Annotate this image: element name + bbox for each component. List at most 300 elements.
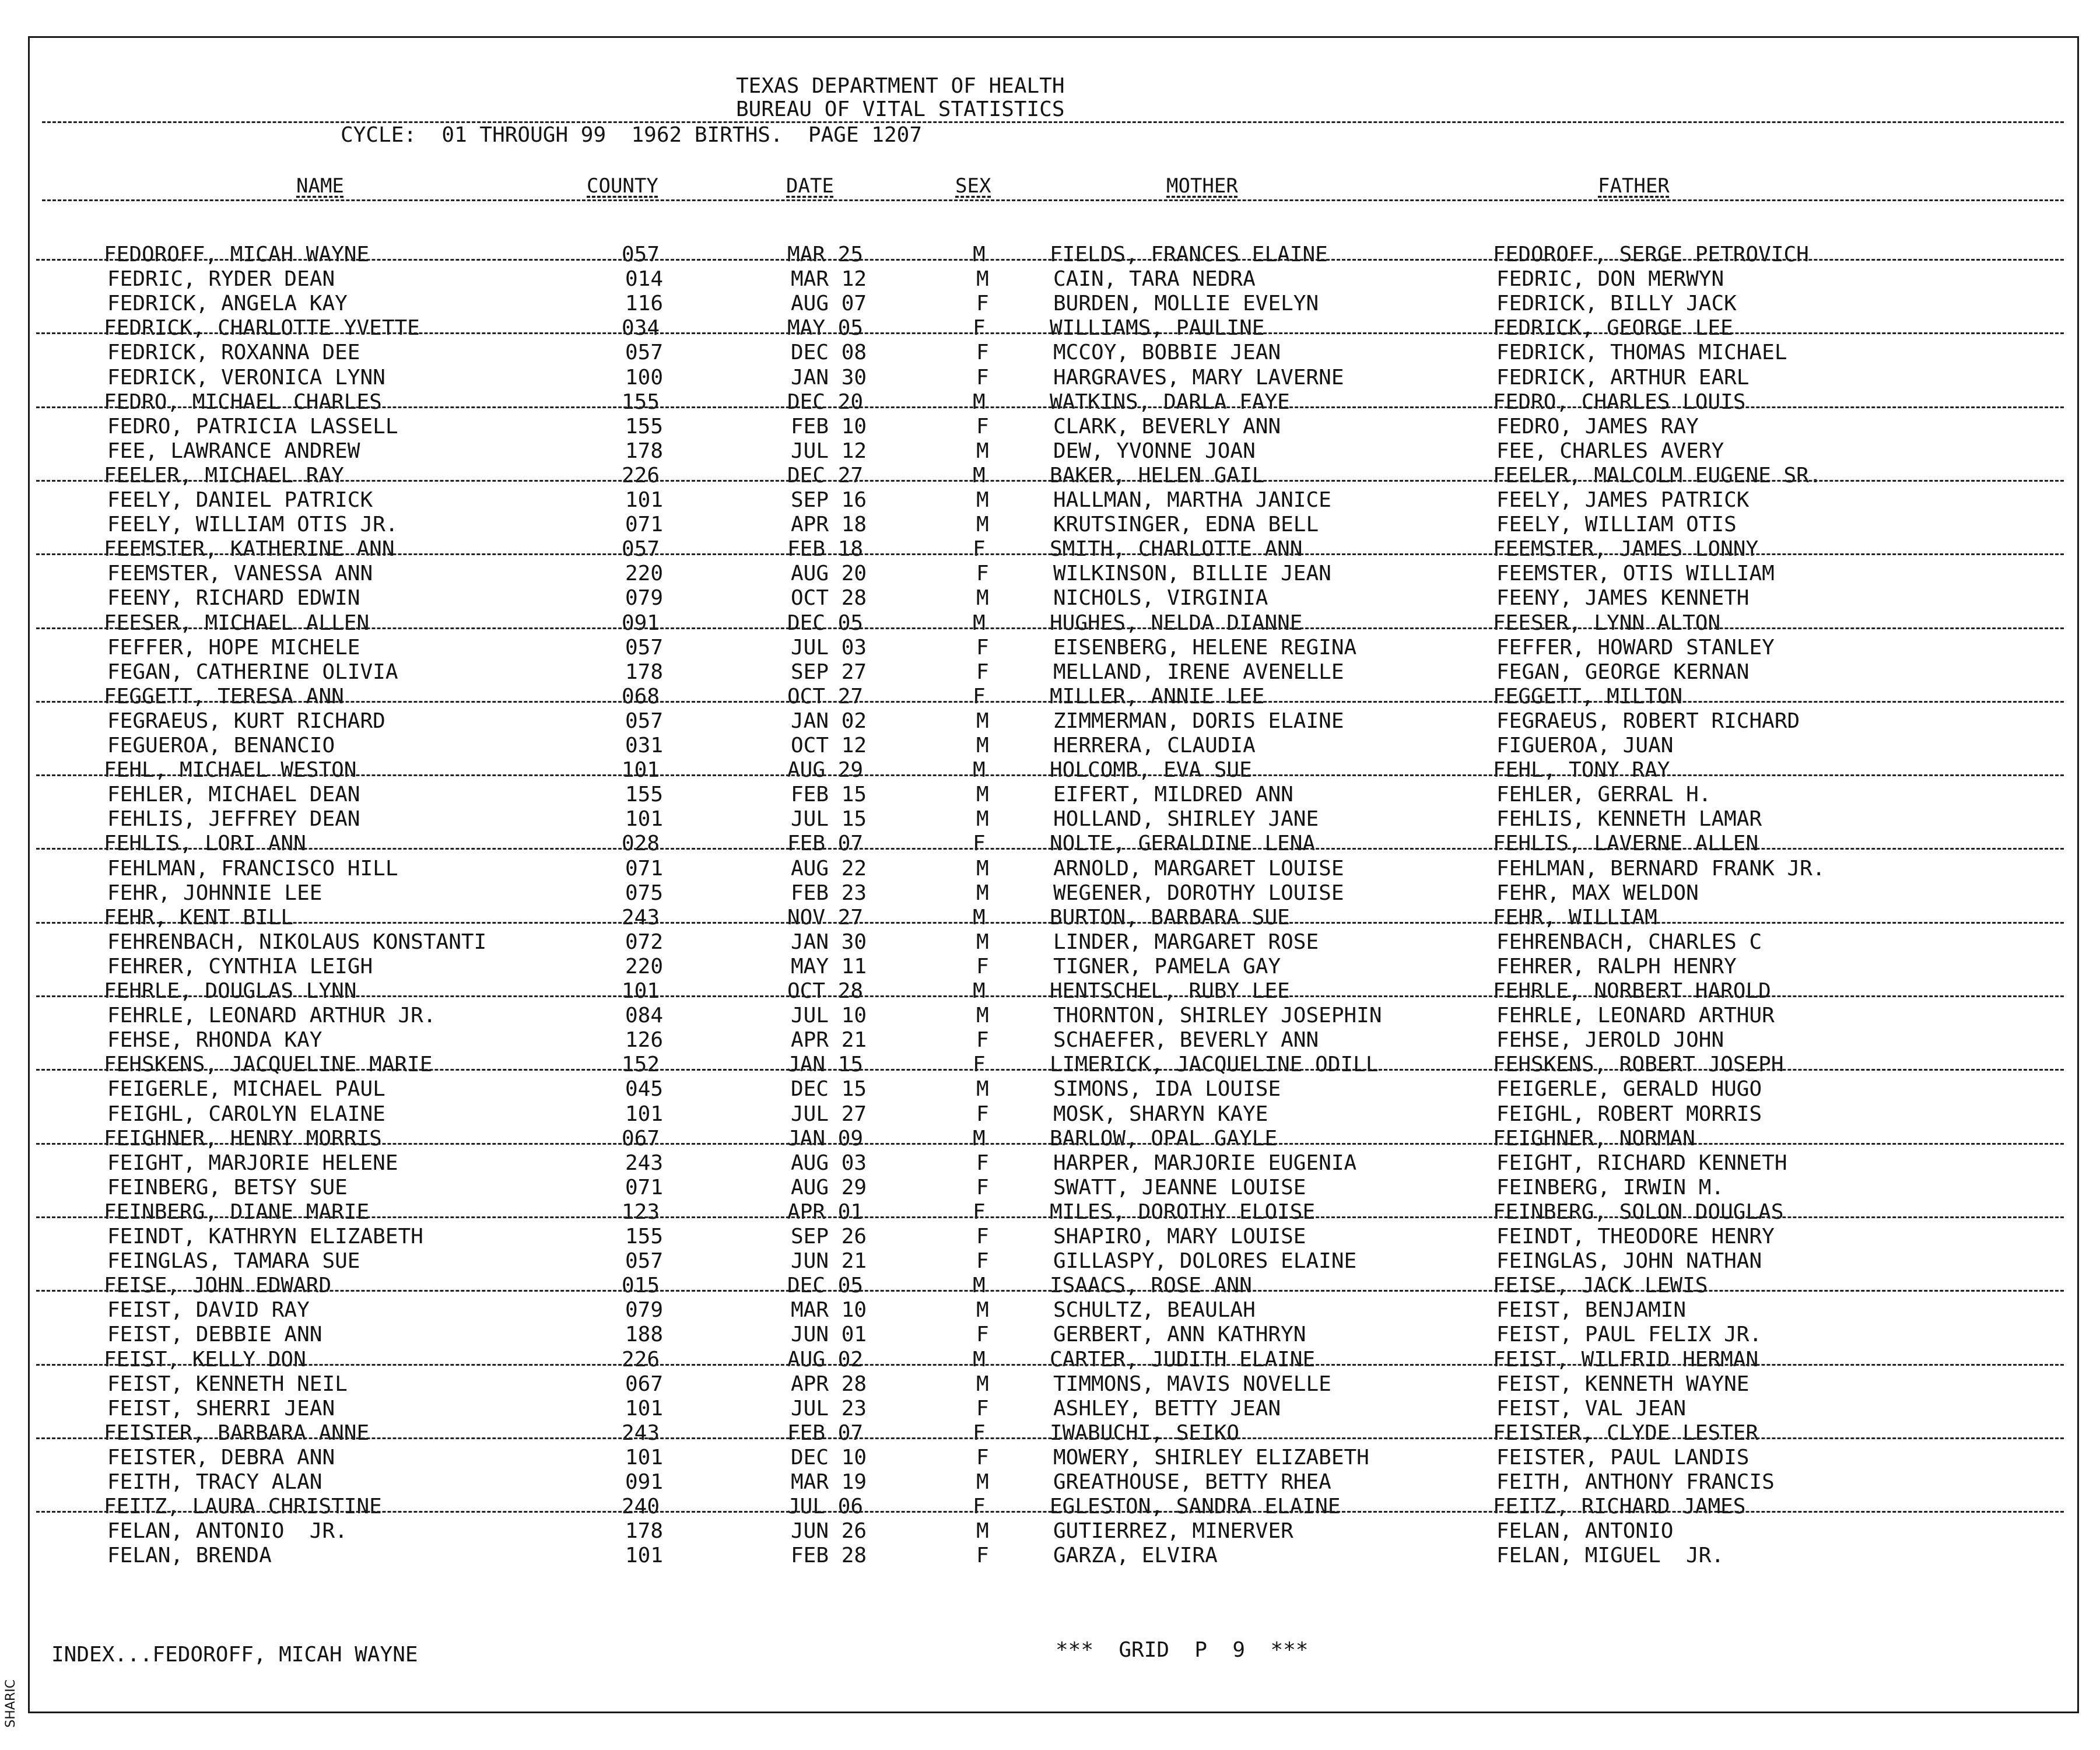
cell-county: 240	[622, 1495, 660, 1519]
cell-sex: F	[976, 1028, 989, 1053]
cell-name: FEIST, DAVID RAY	[107, 1298, 310, 1323]
cell-sex: M	[976, 734, 989, 757]
cell-mother: DEW, YVONNE JOAN	[1053, 439, 1256, 463]
cell-county: 014	[625, 267, 664, 292]
cell-name: FEHR, KENT BILL	[104, 905, 294, 930]
cell-mother: ASHLEY, BETTY JEAN	[1053, 1396, 1281, 1421]
cell-father: FEISTER, PAUL LANDIS	[1496, 1445, 1750, 1470]
cell-date: JUL 27	[791, 1102, 867, 1126]
cell-county: 057	[625, 1249, 664, 1274]
cell-father: FEIGERLE, GERALD HUGO	[1496, 1077, 1762, 1102]
cell-date: DEC 10	[791, 1445, 867, 1470]
cell-county: 155	[625, 783, 664, 807]
cell-sex: M	[976, 513, 989, 537]
cell-father: FEHRLE, LEONARD ARTHUR	[1496, 1004, 1775, 1028]
cell-name: FEELER, MICHAEL RAY	[104, 463, 344, 488]
cell-sex: M	[976, 1077, 989, 1102]
cell-date: MAR 19	[791, 1470, 867, 1494]
cell-mother: SWATT, JEANNE LOUISE	[1053, 1175, 1306, 1200]
cell-date: OCT 27	[787, 684, 864, 709]
cell-name: FEDOROFF, MICAH WAYNE	[104, 243, 370, 266]
cell-sex: M	[976, 709, 989, 733]
cell-sex: F	[976, 1396, 989, 1421]
cell-father: FEHLIS, KENNETH LAMAR	[1496, 807, 1762, 832]
cell-mother: GARZA, ELVIRA	[1053, 1544, 1218, 1568]
index-footer: INDEX...FEDOROFF, MICAH WAYNE	[51, 1643, 418, 1667]
cell-county: 057	[625, 635, 664, 660]
cell-mother: FIELDS, FRANCES ELAINE	[1050, 243, 1328, 266]
cell-father: FEHRENBACH, CHARLES C	[1496, 930, 1762, 954]
cell-sex: M	[973, 243, 986, 266]
cell-date: APR 18	[791, 513, 867, 537]
cell-date: FEB 18	[787, 537, 864, 562]
cell-father: FEHLIS, LAVERNE ALLEN	[1493, 832, 1759, 856]
cell-sex: M	[976, 856, 989, 881]
cell-name: FEHLIS, LORI ANN	[104, 832, 306, 856]
cell-date: JUL 06	[787, 1495, 864, 1519]
cell-county: 101	[622, 979, 660, 1003]
cell-father: FEINDT, THEODORE HENRY	[1496, 1225, 1775, 1249]
cell-county: 178	[625, 660, 664, 684]
cell-father: FEDRO, JAMES RAY	[1496, 414, 1699, 439]
cell-name: FEGRAEUS, KURT RICHARD	[107, 709, 385, 733]
cell-date: JUL 12	[791, 439, 867, 463]
cell-father: FEHSKENS, ROBERT JOSEPH	[1493, 1053, 1784, 1077]
cell-name: FEIST, KENNETH NEIL	[107, 1372, 348, 1396]
cell-county: 152	[622, 1053, 660, 1077]
cell-date: AUG 07	[791, 292, 867, 316]
col-mother	[1166, 175, 1238, 197]
cell-mother: LIMERICK, JACQUELINE ODILL	[1050, 1053, 1379, 1077]
cell-date: FEB 15	[791, 783, 867, 807]
cell-county: 079	[625, 1298, 664, 1323]
cell-mother: WILKINSON, BILLIE JEAN	[1053, 562, 1331, 586]
cell-mother: IWABUCHI, SEIKO	[1050, 1421, 1240, 1445]
cell-father: FEIGHL, ROBERT MORRIS	[1496, 1102, 1762, 1126]
cell-mother: SIMONS, IDA LOUISE	[1053, 1077, 1281, 1102]
cell-date: JAN 02	[791, 709, 867, 733]
cell-date: JAN 15	[787, 1053, 864, 1077]
cell-mother: CLARK, BEVERLY ANN	[1053, 414, 1281, 439]
cell-name: FEIST, DEBBIE ANN	[107, 1323, 322, 1347]
cell-county: 031	[625, 734, 664, 757]
col-mother-label: MOTHER	[1166, 174, 1238, 198]
cell-county: 101	[625, 488, 664, 512]
cell-date: DEC 27	[787, 463, 864, 488]
cell-sex: M	[973, 905, 986, 930]
cell-sex: F	[976, 341, 989, 365]
cell-date: FEB 23	[791, 881, 867, 905]
cell-father: FEHR, WILLIAM	[1493, 905, 1657, 930]
col-name-label: NAME	[296, 174, 344, 198]
cell-father: FEIGHNER, NORMAN	[1493, 1126, 1695, 1151]
cell-name: FELAN, ANTONIO JR.	[107, 1519, 348, 1544]
cell-father: FEHSE, JEROLD JOHN	[1496, 1028, 1724, 1053]
cell-father: FEHLMAN, BERNARD FRANK JR.	[1496, 856, 1825, 881]
cell-sex: M	[976, 1470, 989, 1494]
cell-name: FEDRIC, RYDER DEAN	[107, 267, 335, 292]
cell-father: FEEMSTER, OTIS WILLIAM	[1496, 562, 1775, 586]
cell-father: FEENY, JAMES KENNETH	[1496, 586, 1750, 611]
cell-mother: NOLTE, GERALDINE LENA	[1050, 832, 1316, 856]
cell-date: DEC 15	[791, 1077, 867, 1102]
cell-county: 091	[622, 611, 660, 635]
cell-father: FEELY, JAMES PATRICK	[1496, 488, 1750, 512]
col-date	[786, 175, 834, 197]
cell-mother: GERBERT, ANN KATHRYN	[1053, 1323, 1306, 1347]
cell-sex: F	[976, 660, 989, 684]
cell-name: FEEMSTER, KATHERINE ANN	[104, 537, 395, 562]
cell-date: AUG 03	[791, 1151, 867, 1175]
cell-father: FEINGLAS, JOHN NATHAN	[1496, 1249, 1762, 1274]
cell-father: FEITZ, RICHARD JAMES	[1493, 1495, 1746, 1519]
cell-name: FEIST, KELLY DON	[104, 1347, 306, 1372]
cell-name: FEHL, MICHAEL WESTON	[104, 758, 357, 783]
cell-mother: CAIN, TARA NEDRA	[1053, 267, 1256, 292]
grid-footer: *** GRID P 9 ***	[1056, 1638, 1309, 1662]
cell-county: 045	[625, 1077, 664, 1102]
col-date-label: DATE	[786, 174, 834, 198]
cell-mother: SCHULTZ, BEAULAH	[1053, 1298, 1256, 1323]
cell-sex: M	[976, 439, 989, 463]
cell-county: 034	[622, 316, 660, 341]
cell-mother: BURDEN, MOLLIE EVELYN	[1053, 292, 1319, 316]
cell-date: OCT 28	[791, 586, 867, 611]
cell-mother: TIMMONS, MAVIS NOVELLE	[1053, 1372, 1331, 1396]
cell-date: OCT 12	[791, 734, 867, 757]
cell-name: FEDRO, MICHAEL CHARLES	[104, 390, 382, 414]
cycle-line: CYCLE: 01 THROUGH 99 1962 BIRTHS. PAGE 1207	[341, 123, 922, 147]
cell-father: FEEMSTER, JAMES LONNY	[1493, 537, 1759, 562]
cell-date: APR 01	[787, 1200, 864, 1224]
cell-mother: ZIMMERMAN, DORIS ELAINE	[1053, 709, 1344, 733]
cell-sex: M	[976, 930, 989, 954]
cell-county: 057	[625, 341, 664, 365]
cell-mother: WEGENER, DOROTHY LOUISE	[1053, 881, 1344, 905]
cell-father: FEITH, ANTHONY FRANCIS	[1496, 1470, 1775, 1494]
cell-name: FEHSKENS, JACQUELINE MARIE	[104, 1053, 433, 1077]
cell-date: NOV 27	[787, 905, 864, 930]
cell-mother: CARTER, JUDITH ELAINE	[1050, 1347, 1316, 1372]
cell-county: 188	[625, 1323, 664, 1347]
cell-name: FEIGHT, MARJORIE HELENE	[107, 1151, 398, 1175]
cell-date: JUN 21	[791, 1249, 867, 1274]
cell-date: JUL 15	[791, 807, 867, 832]
cell-mother: SHAPIRO, MARY LOUISE	[1053, 1225, 1306, 1249]
cell-name: FEIGHL, CAROLYN ELAINE	[107, 1102, 385, 1126]
cell-mother: HARGRAVES, MARY LAVERNE	[1053, 365, 1344, 390]
cell-name: FEIST, SHERRI JEAN	[107, 1396, 335, 1421]
cell-date: APR 28	[791, 1372, 867, 1396]
cell-mother: HENTSCHEL, RUBY LEE	[1050, 979, 1290, 1003]
cell-mother: GILLASPY, DOLORES ELAINE	[1053, 1249, 1357, 1274]
cell-name: FEEMSTER, VANESSA ANN	[107, 562, 373, 586]
cell-date: JUL 23	[791, 1396, 867, 1421]
cell-sex: M	[973, 1274, 986, 1298]
cell-county: 057	[625, 709, 664, 733]
cell-sex: F	[976, 365, 989, 390]
cell-date: AUG 02	[787, 1347, 864, 1372]
col-father-label: FATHER	[1598, 174, 1670, 198]
cell-sex: F	[976, 1544, 989, 1568]
cell-sex: F	[973, 1053, 986, 1077]
cell-county: 220	[625, 562, 664, 586]
cell-father: FEGGETT, MILTON	[1493, 684, 1683, 709]
col-father	[1598, 175, 1670, 197]
cell-name: FEINGLAS, TAMARA SUE	[107, 1249, 360, 1274]
cell-sex: M	[976, 783, 989, 807]
cell-sex: M	[976, 1519, 989, 1544]
cell-sex: M	[976, 1004, 989, 1028]
cell-name: FEHRLE, DOUGLAS LYNN	[104, 979, 357, 1003]
cell-name: FEINBERG, BETSY SUE	[107, 1175, 348, 1200]
cell-mother: MOWERY, SHIRLEY ELIZABETH	[1053, 1445, 1369, 1470]
cell-sex: M	[976, 1298, 989, 1323]
cell-county: 057	[622, 243, 660, 266]
cell-mother: HERRERA, CLAUDIA	[1053, 734, 1256, 757]
cell-sex: F	[976, 1102, 989, 1126]
cell-county: 015	[622, 1274, 660, 1298]
cell-sex: M	[976, 267, 989, 292]
cell-mother: EISENBERG, HELENE REGINA	[1053, 635, 1357, 660]
cell-father: FEISE, JACK LEWIS	[1493, 1274, 1708, 1298]
cell-father: FEGAN, GEORGE KERNAN	[1496, 660, 1750, 684]
cell-sex: F	[973, 1495, 986, 1519]
cell-county: 155	[625, 1225, 664, 1249]
cell-county: 243	[625, 1151, 664, 1175]
cell-sex: M	[973, 1347, 986, 1372]
cell-mother: LINDER, MARGARET ROSE	[1053, 930, 1319, 954]
cell-county: 220	[625, 954, 664, 979]
side-label: SHARIC	[3, 1679, 18, 1728]
cell-county: 101	[625, 1396, 664, 1421]
cell-sex: F	[973, 832, 986, 856]
cell-sex: F	[976, 1225, 989, 1249]
cell-name: FEHRLE, LEONARD ARTHUR JR.	[107, 1004, 436, 1028]
cell-name: FELAN, BRENDA	[107, 1544, 272, 1568]
cell-date: FEB 28	[791, 1544, 867, 1568]
cell-county: 091	[625, 1470, 664, 1494]
cell-mother: MILES, DOROTHY ELOISE	[1050, 1200, 1316, 1224]
cell-county: 028	[622, 832, 660, 856]
cell-mother: MELLAND, IRENE AVENELLE	[1053, 660, 1344, 684]
col-county	[587, 175, 658, 197]
cell-father: FEIST, VAL JEAN	[1496, 1396, 1687, 1421]
cell-father: FEHLER, GERRAL H.	[1496, 783, 1712, 807]
cell-name: FEHSE, RHONDA KAY	[107, 1028, 322, 1053]
cell-name: FEINBERG, DIANE MARIE	[104, 1200, 370, 1224]
cell-name: FEHLMAN, FRANCISCO HILL	[107, 856, 398, 881]
cell-father: FEHRER, RALPH HENRY	[1496, 954, 1737, 979]
cell-mother: WATKINS, DARLA FAYE	[1050, 390, 1290, 414]
cell-date: JAN 09	[787, 1126, 864, 1151]
cell-date: MAY 05	[787, 316, 864, 341]
cell-father: FEDRO, CHARLES LOUIS	[1493, 390, 1746, 414]
cell-sex: M	[976, 586, 989, 611]
cell-date: DEC 20	[787, 390, 864, 414]
cell-sex: F	[973, 1421, 986, 1445]
cell-county: 101	[625, 1544, 664, 1568]
cell-father: FEHR, MAX WELDON	[1496, 881, 1699, 905]
cell-date: MAR 25	[787, 243, 864, 266]
cell-date: AUG 20	[791, 562, 867, 586]
cell-name: FEITZ, LAURA CHRISTINE	[104, 1495, 382, 1519]
cell-name: FEDRICK, CHARLOTTE YVETTE	[104, 316, 420, 341]
cell-mother: BAKER, HELEN GAIL	[1050, 463, 1265, 488]
cell-father: FEIGHT, RICHARD KENNETH	[1496, 1151, 1787, 1175]
cell-father: FEINBERG, IRWIN M.	[1496, 1175, 1724, 1200]
cell-sex: F	[976, 1249, 989, 1274]
cell-date: DEC 05	[787, 611, 864, 635]
header-divider-bottom	[42, 199, 2064, 201]
cell-county: 071	[625, 513, 664, 537]
cell-county: 155	[622, 390, 660, 414]
cell-mother: ISAACS, ROSE ANN	[1050, 1274, 1252, 1298]
cell-father: FIGUEROA, JUAN	[1496, 734, 1674, 757]
cell-father: FEGRAEUS, ROBERT RICHARD	[1496, 709, 1800, 733]
cell-date: JUN 26	[791, 1519, 867, 1544]
cell-name: FEHLER, MICHAEL DEAN	[107, 783, 360, 807]
cell-mother: NICHOLS, VIRGINIA	[1053, 586, 1268, 611]
cell-date: SEP 27	[791, 660, 867, 684]
cell-mother: HALLMAN, MARTHA JANICE	[1053, 488, 1331, 512]
cell-sex: M	[976, 881, 989, 905]
cell-date: DEC 05	[787, 1274, 864, 1298]
cell-mother: THORNTON, SHIRLEY JOSEPHIN	[1053, 1004, 1382, 1028]
cell-father: FELAN, MIGUEL JR.	[1496, 1544, 1724, 1568]
cell-father: FEDRICK, THOMAS MICHAEL	[1496, 341, 1787, 365]
cell-sex: M	[973, 463, 986, 488]
cell-mother: SMITH, CHARLOTTE ANN	[1050, 537, 1303, 562]
cell-sex: F	[976, 1323, 989, 1347]
cell-sex: M	[973, 390, 986, 414]
cell-name: FEITH, TRACY ALAN	[107, 1470, 322, 1494]
cell-county: 101	[625, 1445, 664, 1470]
cell-date: AUG 22	[791, 856, 867, 881]
cell-date: MAR 12	[791, 267, 867, 292]
cell-name: FEGAN, CATHERINE OLIVIA	[107, 660, 398, 684]
cell-sex: M	[973, 758, 986, 783]
cell-mother: GUTIERREZ, MINERVER	[1053, 1519, 1293, 1544]
cell-mother: SCHAEFER, BEVERLY ANN	[1053, 1028, 1319, 1053]
cell-mother: MCCOY, BOBBIE JEAN	[1053, 341, 1281, 365]
title-line2: BUREAU OF VITAL STATISTICS	[736, 97, 1065, 121]
cell-father: FEDRICK, ARTHUR EARL	[1496, 365, 1750, 390]
cell-sex: M	[973, 1126, 986, 1151]
cell-date: JUN 01	[791, 1323, 867, 1347]
cell-father: FEDOROFF, SERGE PETROVICH	[1493, 243, 1809, 266]
cell-father: FEIST, KENNETH WAYNE	[1496, 1372, 1750, 1396]
cell-mother: EGLESTON, SANDRA ELAINE	[1050, 1495, 1341, 1519]
cell-name: FEELY, WILLIAM OTIS JR.	[107, 513, 398, 537]
cell-father: FEINBERG, SOLON DOUGLAS	[1493, 1200, 1784, 1224]
cell-county: 067	[625, 1372, 664, 1396]
cell-name: FEESER, MICHAEL ALLEN	[104, 611, 370, 635]
cell-date: DEC 08	[791, 341, 867, 365]
cell-name: FEHRENBACH, NIKOLAUS KONSTANTI	[107, 930, 487, 954]
cell-sex: F	[976, 562, 989, 586]
cell-county: 116	[625, 292, 664, 316]
cell-sex: F	[976, 635, 989, 660]
cell-county: 101	[622, 758, 660, 783]
cell-date: JAN 30	[791, 930, 867, 954]
cell-date: MAR 10	[791, 1298, 867, 1323]
cell-father: FELAN, ANTONIO	[1496, 1519, 1674, 1544]
cell-father: FEDRICK, GEORGE LEE	[1493, 316, 1733, 341]
cell-county: 126	[625, 1028, 664, 1053]
cell-county: 101	[625, 807, 664, 832]
cell-sex: M	[976, 1372, 989, 1396]
cell-county: 243	[622, 1421, 660, 1445]
cell-county: 178	[625, 439, 664, 463]
cell-sex: F	[976, 292, 989, 316]
cell-father: FEIST, PAUL FELIX JR.	[1496, 1323, 1762, 1347]
cell-county: 072	[625, 930, 664, 954]
cell-father: FEISTER, CLYDE LESTER	[1493, 1421, 1759, 1445]
cell-name: FEGUEROA, BENANCIO	[107, 734, 335, 757]
cell-county: 067	[622, 1126, 660, 1151]
cell-father: FEIST, WILFRID HERMAN	[1493, 1347, 1759, 1372]
cell-father: FEIST, BENJAMIN	[1496, 1298, 1687, 1323]
cell-sex: F	[973, 1200, 986, 1224]
col-county-label: COUNTY	[587, 174, 658, 198]
cell-mother: HUGHES, NELDA DIANNE	[1050, 611, 1303, 635]
cell-name: FEDRICK, ROXANNA DEE	[107, 341, 360, 365]
cell-date: MAY 11	[791, 954, 867, 979]
cell-county: 100	[625, 365, 664, 390]
cell-name: FEISE, JOHN EDWARD	[104, 1274, 332, 1298]
cell-father: FEE, CHARLES AVERY	[1496, 439, 1724, 463]
cell-county: 155	[625, 414, 664, 439]
cell-county: 226	[622, 1347, 660, 1372]
cell-father: FEHRLE, NORBERT HAROLD	[1493, 979, 1771, 1003]
cell-mother: HARPER, MARJORIE EUGENIA	[1053, 1151, 1357, 1175]
cell-date: JUL 03	[791, 635, 867, 660]
cell-sex: M	[973, 979, 986, 1003]
cell-name: FEHLIS, JEFFREY DEAN	[107, 807, 360, 832]
cell-name: FEENY, RICHARD EDWIN	[107, 586, 360, 611]
cell-sex: F	[973, 316, 986, 341]
cell-father: FEFFER, HOWARD STANLEY	[1496, 635, 1775, 660]
col-sex-label: SEX	[955, 174, 991, 198]
cell-mother: BURTON, BARBARA SUE	[1050, 905, 1290, 930]
cell-father: FEDRICK, BILLY JACK	[1496, 292, 1737, 316]
cell-date: JUL 10	[791, 1004, 867, 1028]
cell-father: FEELY, WILLIAM OTIS	[1496, 513, 1737, 537]
cell-date: OCT 28	[787, 979, 864, 1003]
cell-date: FEB 07	[787, 832, 864, 856]
cell-name: FEIGHNER, HENRY MORRIS	[104, 1126, 382, 1151]
col-name	[296, 175, 344, 197]
cell-sex: M	[976, 807, 989, 832]
cell-name: FEHRER, CYNTHIA LEIGH	[107, 954, 373, 979]
cell-county: 178	[625, 1519, 664, 1544]
cell-mother: HOLLAND, SHIRLEY JANE	[1053, 807, 1319, 832]
cell-father: FEESER, LYNN ALTON	[1493, 611, 1721, 635]
cell-mother: HOLCOMB, EVA SUE	[1050, 758, 1252, 783]
cell-county: 057	[622, 537, 660, 562]
cell-county: 101	[625, 1102, 664, 1126]
cell-date: SEP 26	[791, 1225, 867, 1249]
cell-sex: F	[976, 414, 989, 439]
cell-date: FEB 10	[791, 414, 867, 439]
cell-father: FEELER, MALCOLM EUGENE SR.	[1493, 463, 1822, 488]
cell-mother: TIGNER, PAMELA GAY	[1053, 954, 1281, 979]
cell-mother: GREATHOUSE, BETTY RHEA	[1053, 1470, 1331, 1494]
cell-mother: KRUTSINGER, EDNA BELL	[1053, 513, 1319, 537]
cell-sex: F	[976, 1445, 989, 1470]
cell-mother: WILLIAMS, PAULINE	[1050, 316, 1265, 341]
